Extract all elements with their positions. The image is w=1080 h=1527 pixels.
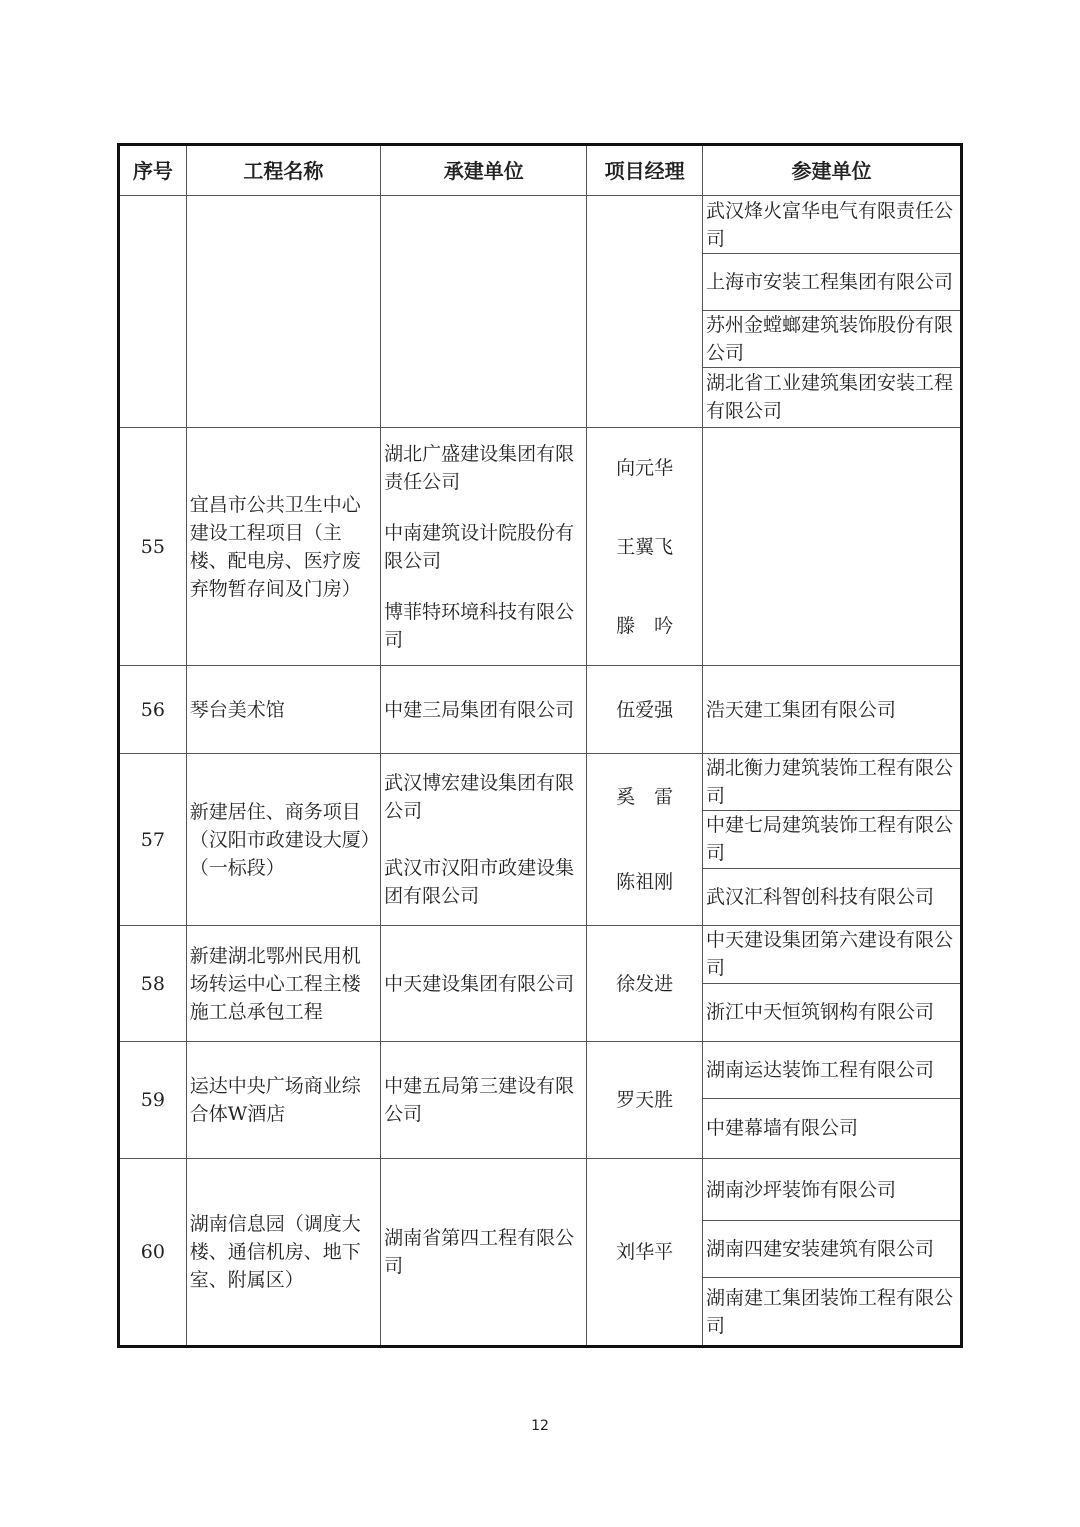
project-name: 宜昌市公共卫生中心建设工程项目（主楼、配电房、医疗废弃物暂存间及门房） xyxy=(187,428,381,665)
manager: 徐发进 xyxy=(587,926,703,1041)
table-row xyxy=(120,926,960,1042)
participants-cell xyxy=(703,428,960,665)
table-row xyxy=(120,1042,960,1159)
participant: 苏州金螳螂建筑装饰股份有限公司 xyxy=(703,311,960,368)
project-name: 新建居住、商务项目（汉阳市政建设大厦）（一标段） xyxy=(187,754,381,925)
manager: 陈祖刚 xyxy=(616,871,674,894)
project-name: 琴台美术馆 xyxy=(187,666,381,753)
participants-cell xyxy=(703,1159,960,1345)
contractor-cell xyxy=(381,754,587,925)
projects-table xyxy=(117,143,963,1348)
manager-cell xyxy=(587,754,703,925)
manager: 奚 雷 xyxy=(616,785,674,808)
manager-cell xyxy=(587,428,703,665)
participants-cell xyxy=(703,926,960,1041)
participant: 武汉汇科智创科技有限公司 xyxy=(705,885,934,908)
table-row xyxy=(120,754,960,926)
page-number: 12 xyxy=(531,1418,549,1434)
participant: 武汉烽火富华电气有限责任公司 xyxy=(703,196,960,254)
participant: 湖北衡力建筑装饰工程有限公司 xyxy=(703,754,960,811)
header-project: 工程名称 xyxy=(187,146,381,195)
participant: 中建幕墙有限公司 xyxy=(705,1117,858,1140)
contractor: 湖南省第四工程有限公司 xyxy=(381,1159,587,1345)
table-header xyxy=(120,146,960,196)
contractor: 武汉市汉阳市政建设集团有限公司 xyxy=(384,857,575,908)
participant: 湖南运达装饰工程有限公司 xyxy=(703,1042,960,1099)
contractor: 中天建设集团有限公司 xyxy=(381,926,587,1041)
header-contractor: 承建单位 xyxy=(381,146,587,195)
row-no: 58 xyxy=(120,926,187,1041)
contractor-cell xyxy=(381,428,587,665)
participant: 中天建设集团第六建设有限公司 xyxy=(703,926,960,984)
contractor: 博菲特环境科技有限公司 xyxy=(384,601,575,652)
manager: 罗天胜 xyxy=(587,1042,703,1158)
contractor: 湖北广盛建设集团有限责任公司 xyxy=(384,442,575,493)
manager: 伍爱强 xyxy=(587,666,703,753)
participants-cell xyxy=(703,196,960,427)
manager: 向元华 xyxy=(616,456,674,479)
participants-cell xyxy=(703,754,960,925)
contractor: 中建三局集团有限公司 xyxy=(381,666,587,753)
manager: 滕 吟 xyxy=(616,615,674,638)
participants-cell xyxy=(703,1042,960,1158)
project-name: 湖南信息园（调度大楼、通信机房、地下室、附属区） xyxy=(187,1159,381,1345)
row-no: 55 xyxy=(120,428,187,665)
contractor: 武汉博宏建设集团有限公司 xyxy=(384,771,575,822)
row-no: 56 xyxy=(120,666,187,753)
contractor: 中建五局第三建设有限公司 xyxy=(381,1042,587,1158)
participant: 浩天建工集团有限公司 xyxy=(705,698,896,721)
participant: 上海市安装工程集团有限公司 xyxy=(703,254,960,311)
project-name: 新建湖北鄂州民用机场转运中心工程主楼施工总承包工程 xyxy=(187,926,381,1041)
contractor: 中南建筑设计院股份有限公司 xyxy=(384,522,575,573)
table-row xyxy=(120,1159,960,1345)
row-no: 60 xyxy=(120,1159,187,1345)
row-no: 57 xyxy=(120,754,187,925)
participant: 湖南建工集团装饰工程有限公司 xyxy=(705,1286,953,1337)
header-participants: 参建单位 xyxy=(791,158,872,183)
participant: 湖南沙坪装饰有限公司 xyxy=(703,1159,960,1221)
manager: 刘华平 xyxy=(587,1159,703,1345)
header-no: 序号 xyxy=(120,146,187,195)
project-name: 运达中央广场商业综合体W酒店 xyxy=(187,1042,381,1158)
participant: 湖南四建安装建筑有限公司 xyxy=(703,1221,960,1278)
row-no: 59 xyxy=(120,1042,187,1158)
manager: 王翼飞 xyxy=(616,536,674,559)
participant: 中建七局建筑装饰工程有限公司 xyxy=(703,811,960,869)
participant: 湖北省工业建筑集团安装工程有限公司 xyxy=(705,372,953,422)
header-manager: 项目经理 xyxy=(587,146,703,195)
participant: 浙江中天恒筑钢构有限公司 xyxy=(705,1001,934,1024)
table-row xyxy=(120,666,960,754)
table-row xyxy=(120,196,960,428)
table-row xyxy=(120,428,960,666)
